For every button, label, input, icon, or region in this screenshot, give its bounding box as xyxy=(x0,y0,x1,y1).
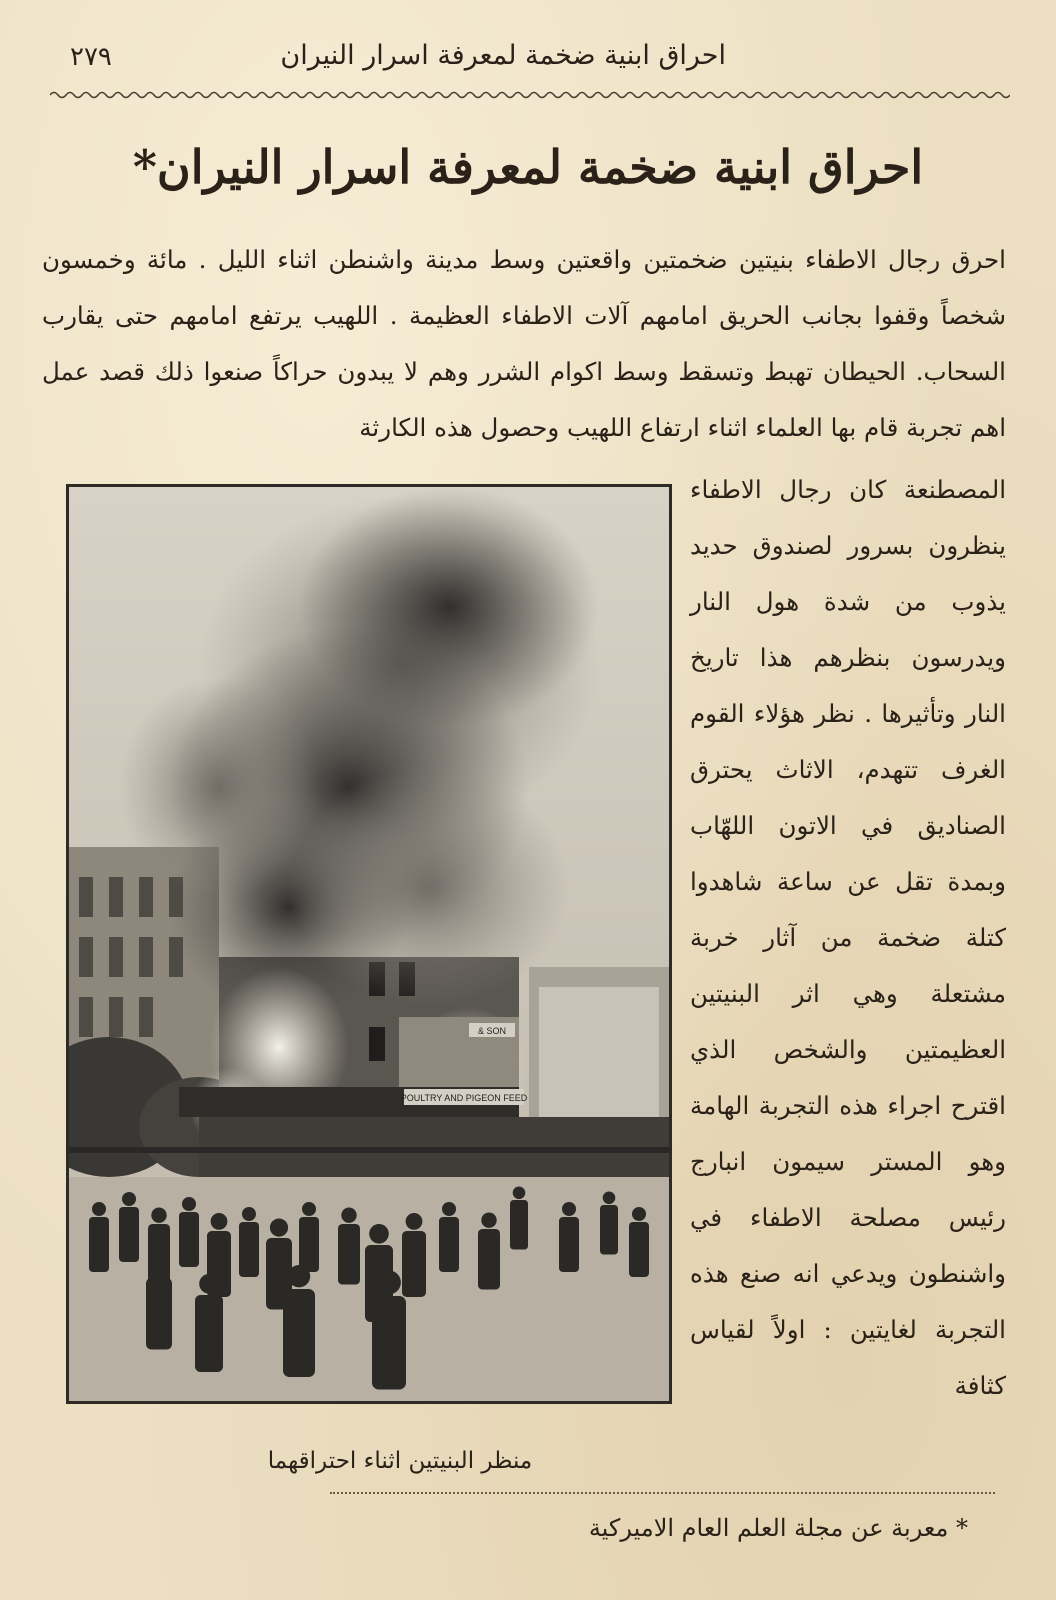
spectator-body xyxy=(146,1278,172,1350)
spectator-head xyxy=(182,1197,196,1211)
spectator-body xyxy=(600,1205,618,1255)
page-number: ٢٧٩ xyxy=(70,42,112,72)
spectator-body xyxy=(195,1295,223,1372)
spectator-body xyxy=(510,1200,528,1250)
spectator-body xyxy=(299,1217,319,1272)
spectator-body xyxy=(239,1222,259,1277)
spectator-body xyxy=(402,1231,426,1297)
footnote-divider xyxy=(330,1492,995,1494)
running-title: احراق ابنية ضخمة لمعرفة اسرار النيران xyxy=(280,40,726,71)
spectator-head xyxy=(270,1219,288,1237)
article-title: احراق ابنية ضخمة لمعرفة اسرار النيران* xyxy=(132,140,924,194)
spectator-head xyxy=(288,1265,310,1287)
spectator-head xyxy=(481,1213,496,1228)
footnote: * معربة عن مجلة العلم العام الاميركية xyxy=(588,1514,968,1542)
photo-caption: منظر البنيتين اثناء احتراقهما xyxy=(267,1448,533,1474)
decorative-wavy-rule xyxy=(50,88,1010,102)
spectator-body xyxy=(89,1217,109,1272)
spectator-body xyxy=(283,1289,315,1377)
spectator-body xyxy=(179,1212,199,1267)
spectator-head xyxy=(341,1208,356,1223)
store-sign-lower: POULTRY AND PIGEON FEED xyxy=(400,1093,528,1103)
spectator-head xyxy=(369,1224,389,1244)
fire-photograph xyxy=(66,484,672,1404)
spectator-head xyxy=(211,1213,228,1230)
spectator-head xyxy=(242,1207,256,1221)
spectator-head xyxy=(302,1202,316,1216)
running-head xyxy=(70,38,986,78)
spectator-head xyxy=(92,1202,106,1216)
spectator-body xyxy=(478,1229,500,1290)
spectator-body xyxy=(338,1224,360,1285)
spectator-body xyxy=(372,1296,406,1390)
spectator-head xyxy=(150,1259,168,1277)
burning-buildings-image xyxy=(69,487,669,1401)
spectator-head xyxy=(562,1202,576,1216)
spectator-body xyxy=(559,1217,579,1272)
article-intro-paragraph: احرق رجال الاطفاء بنيتين ضخمتين واقعتين وسط مدينة واشنطن اثناء الليل . مائة وخمسون شخصاً وقفوا بجانب الحريق امامهم آلات الاطفاء العظيمة . اللهيب يرتفع امامهم حتى يقارب السحاب. الحيطان تهبط وتسقط وسط اكوام الشرر وهم لا يبدون حراكاً صنعوا ذلك قصد عمل اهم تجربة قام بها العلماء اثناء ارتفاع اللهيب وحصول هذه الكارثة xyxy=(42,245,1006,442)
spectator-head xyxy=(122,1192,136,1206)
spectator-head xyxy=(406,1213,423,1230)
spectator-head xyxy=(199,1274,219,1294)
spectator-head xyxy=(442,1202,456,1216)
spectator-head xyxy=(632,1207,646,1221)
spectator-head xyxy=(603,1192,616,1205)
spectator-body xyxy=(119,1207,139,1262)
spectator-body xyxy=(439,1217,459,1272)
spectator-head xyxy=(151,1208,166,1223)
article-side-column: المصطنعة كان رجال الاطفاء ينظرون بسرور لصندوق حديد يذوب من شدة هول النار ويدرسون بنظرهم هذا تاريخ النار وتأثيرها . نظر هؤلاء القوم الغرف تتهدم، الاثاث يحترق الصناديق في الاتون اللهّاب وبمدة تقل عن ساعة شاهدوا كتلة ضخمة من آثار خربة مشتعلة وهي اثر البنيتين العظيمتين والشخص الذي اقترح اجراء هذه التجربة الهامة وهو المستر سيمون انبارج رئيس مصلحة الاطفاء في واشنطون ويدعي انه صنع هذه التجربة لغايتين : اولاً لقياس كثافة xyxy=(690,475,1006,1400)
spectator-body xyxy=(629,1222,649,1277)
store-sign-upper: & SON xyxy=(477,1026,507,1036)
spectator-head xyxy=(513,1187,526,1200)
spectator-head xyxy=(377,1271,401,1295)
